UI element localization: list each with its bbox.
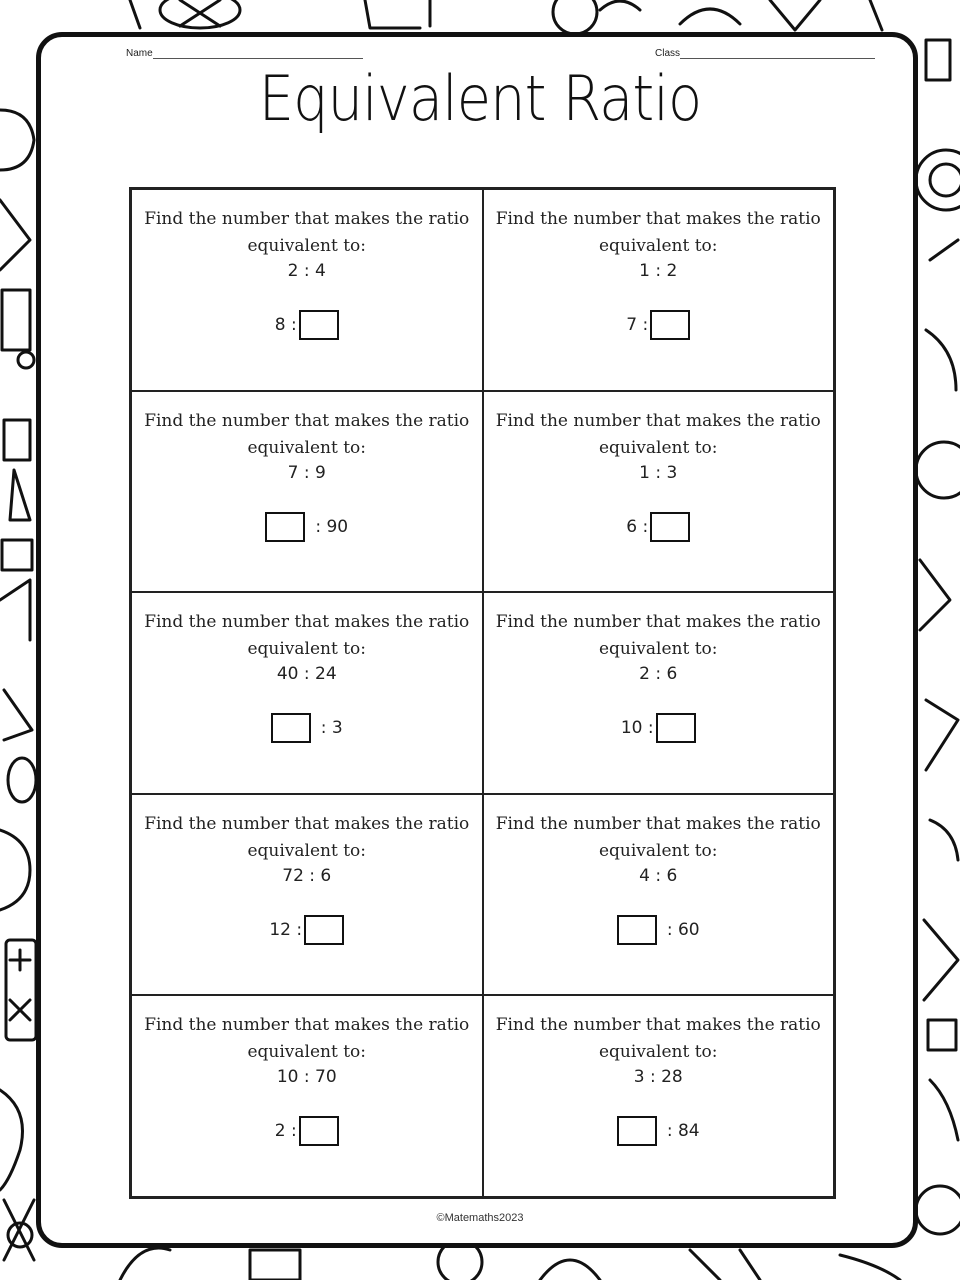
given-number: 10 : bbox=[620, 718, 654, 739]
given-number: : 90 bbox=[315, 516, 349, 537]
problem-ratio: 7 : 9 bbox=[287, 462, 326, 483]
answer-row bbox=[484, 310, 834, 340]
name-blank-line[interactable] bbox=[153, 49, 363, 59]
answer-row bbox=[484, 512, 834, 542]
answer-row bbox=[484, 713, 834, 743]
answer-box[interactable] bbox=[617, 915, 657, 945]
problem-ratio: 4 : 6 bbox=[639, 865, 678, 886]
answer-row bbox=[484, 1116, 834, 1146]
class-field[interactable] bbox=[655, 48, 875, 59]
given-number: 6 : bbox=[626, 516, 649, 537]
given-number: 12 : bbox=[269, 919, 303, 940]
answer-box[interactable] bbox=[650, 310, 690, 340]
problem-grid bbox=[129, 187, 836, 1199]
copyright-footer: ©Matemaths2023 bbox=[436, 1212, 524, 1224]
problem-cell bbox=[131, 391, 483, 593]
given-number: 7 : bbox=[626, 315, 649, 335]
answer-box[interactable] bbox=[265, 512, 305, 542]
answer-box[interactable] bbox=[299, 1116, 339, 1146]
problem-cell bbox=[483, 189, 835, 391]
given-number: 2 : bbox=[274, 1121, 297, 1142]
problem-ratio: 10 : 70 bbox=[276, 1067, 337, 1088]
given-number: 8 : bbox=[274, 315, 297, 335]
problem-prompt: Find the number that makes the ratio equivalent to: bbox=[144, 813, 470, 861]
problem-ratio: 3 : 28 bbox=[633, 1067, 683, 1088]
answer-box[interactable] bbox=[304, 915, 344, 945]
problem-cell bbox=[483, 995, 835, 1197]
answer-box[interactable] bbox=[271, 713, 311, 743]
problem-ratio: 2 : 4 bbox=[287, 261, 326, 281]
problem-prompt: Find the number that makes the ratio equivalent to: bbox=[144, 410, 470, 458]
problem-prompt: Find the number that makes the ratio equivalent to: bbox=[144, 209, 470, 256]
problem-cell bbox=[483, 391, 835, 593]
problem-cell bbox=[131, 995, 483, 1197]
problem-ratio: 72 : 6 bbox=[282, 865, 332, 886]
answer-box[interactable] bbox=[650, 512, 690, 542]
answer-row bbox=[132, 1116, 482, 1146]
problem-ratio: 2 : 6 bbox=[639, 664, 678, 685]
answer-box[interactable] bbox=[656, 713, 696, 743]
problem-cell bbox=[131, 794, 483, 996]
name-field[interactable] bbox=[126, 48, 363, 59]
problem-prompt: Find the number that makes the ratio equivalent to: bbox=[495, 1015, 821, 1063]
answer-row bbox=[132, 512, 482, 542]
answer-row bbox=[132, 915, 482, 945]
answer-row bbox=[132, 310, 482, 340]
problem-cell bbox=[483, 592, 835, 794]
problem-ratio: 1 : 3 bbox=[639, 462, 678, 483]
worksheet-title: Equivalent Ratio bbox=[258, 62, 702, 135]
problem-prompt: Find the number that makes the ratio equivalent to: bbox=[495, 813, 821, 861]
problem-ratio: 1 : 2 bbox=[639, 261, 678, 281]
problem-prompt: Find the number that makes the ratio equivalent to: bbox=[495, 410, 821, 458]
problem-prompt: Find the number that makes the ratio equivalent to: bbox=[144, 1015, 470, 1063]
class-blank-line[interactable] bbox=[680, 49, 875, 59]
name-label: Name bbox=[126, 48, 153, 59]
problem-cell bbox=[131, 592, 483, 794]
given-number: : 84 bbox=[666, 1121, 700, 1142]
answer-row bbox=[484, 915, 834, 945]
problem-prompt: Find the number that makes the ratio equivalent to: bbox=[144, 612, 470, 660]
answer-row bbox=[132, 713, 482, 743]
problem-prompt: Find the number that makes the ratio equivalent to: bbox=[495, 209, 821, 256]
problem-prompt: Find the number that makes the ratio equivalent to: bbox=[495, 612, 821, 660]
problem-cell bbox=[131, 189, 483, 391]
given-number: : 3 bbox=[320, 718, 343, 739]
problem-cell bbox=[483, 794, 835, 996]
answer-box[interactable] bbox=[617, 1116, 657, 1146]
answer-box[interactable] bbox=[299, 310, 339, 340]
problem-ratio: 40 : 24 bbox=[276, 664, 337, 685]
class-label: Class bbox=[655, 48, 681, 59]
given-number: : 60 bbox=[666, 919, 700, 940]
